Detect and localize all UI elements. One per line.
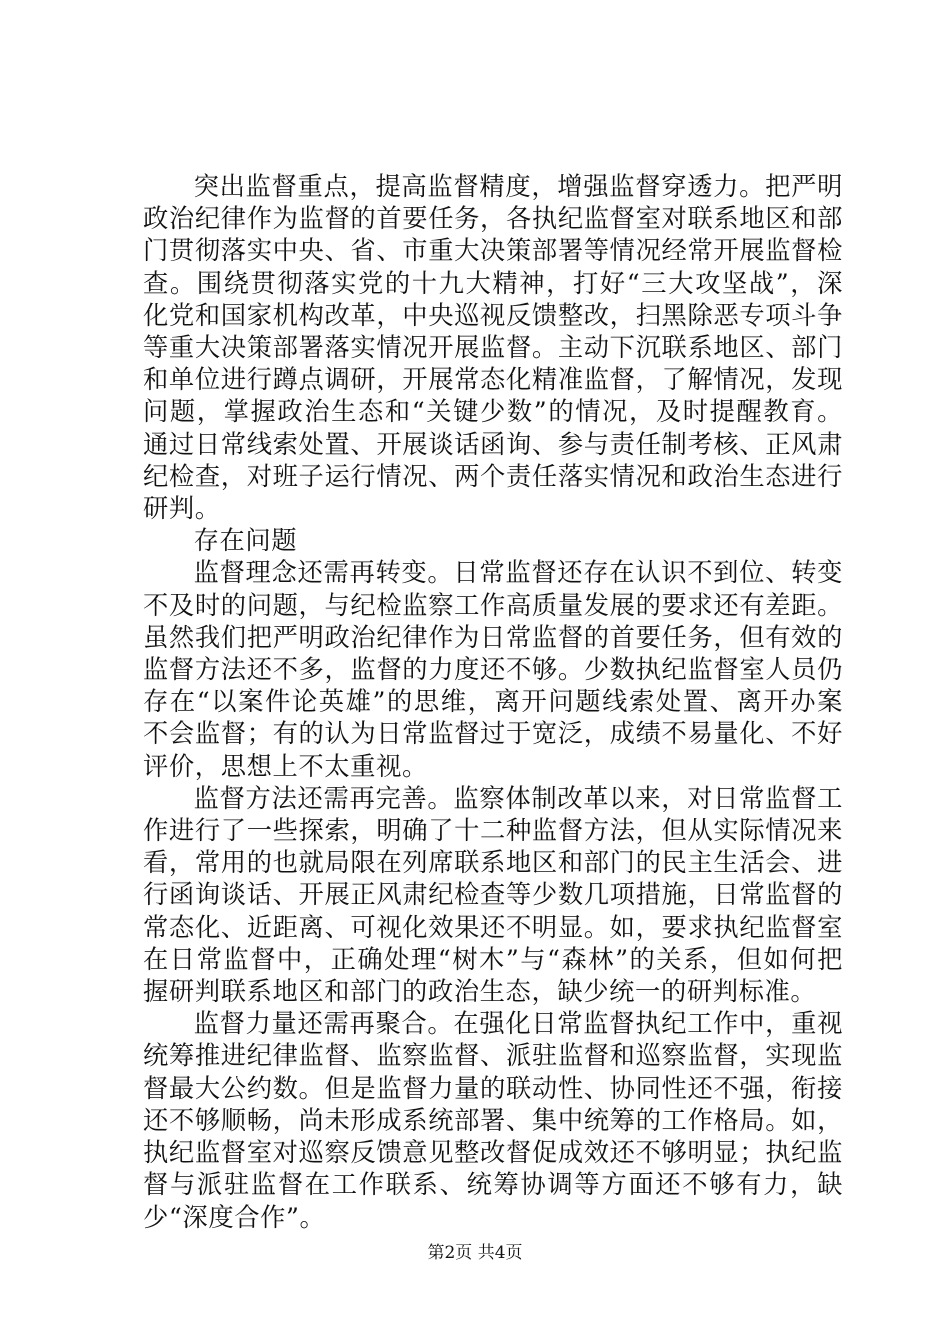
document-body	[143, 171, 843, 1234]
issue-paragraph-force: 监督力量还需再聚合。在强化日常监督执纪工作中，重视统筹推进纪律监督、监察监督、派驻监督和巡察监督，实现监督最大公约数。但是监督力量的联动性、协同性还不强，衔接还不够顺畅，尚未形成系统部署、集中统筹的工作格局。如，执纪监督室对巡察反馈意见整改督促成效还不够明显；执纪监督与派驻监督在工作联系、统筹协调等方面还不够有力，缺少“深度合作”。	[143, 1009, 843, 1232]
page-footer: 第2页 共4页	[427, 1243, 523, 1263]
issue-paragraph-concept: 监督理念还需再转变。日常监督还存在认识不到位、转变不及时的问题，与纪检监察工作高质量发展的要求还有差距。虽然我们把严明政治纪律作为日常监督的首要任务，但有效的监督方法还不多，监督的力度还不够。少数执纪监督室人员仍存在“以案件论英雄”的思维，离开问题线索处置、离开办案不会监督；有的认为日常监督过于宽泛，成绩不易量化、不好评价，思想上不太重视。	[143, 558, 843, 781]
section-heading: 存在问题	[193, 526, 298, 556]
body-paragraph: 突出监督重点，提高监督精度，增强监督穿透力。把严明政治纪律作为监督的首要任务，各执纪监督室对联系地区和部门贯彻落实中央、省、市重大决策部署等情况经常开展监督检查。围绕贯彻落实党的十九大精神，打好“三大攻坚战”，深化党和国家机构改革，中央巡视反馈整改，扫黑除恶专项斗争等重大决策部署落实情况开展监督。主动下沉联系地区、部门和单位进行蹲点调研，开展常态化精准监督，了解情况，发现问题，掌握政治生态和“关键少数”的情况，及时提醒教育。通过日常线索处置、开展谈话函询、参与责任制考核、正风肃纪检查，对班子运行情况、两个责任落实情况和政治生态进行研判。	[143, 172, 843, 524]
issue-paragraph-method: 监督方法还需再完善。监察体制改革以来，对日常监督工作进行了一些探索，明确了十二种监督方法，但从实际情况来看，常用的也就局限在列席联系地区和部门的民主生活会、进行函询谈话、开展正风肃纪检查等少数几项措施，日常监督的常态化、近距离、可视化效果还不明显。如，要求执纪监督室在日常监督中，正确处理“树木”与“森林”的关系，但如何把握研判联系地区和部门的政治生态，缺少统一的研判标准。	[143, 783, 843, 1007]
